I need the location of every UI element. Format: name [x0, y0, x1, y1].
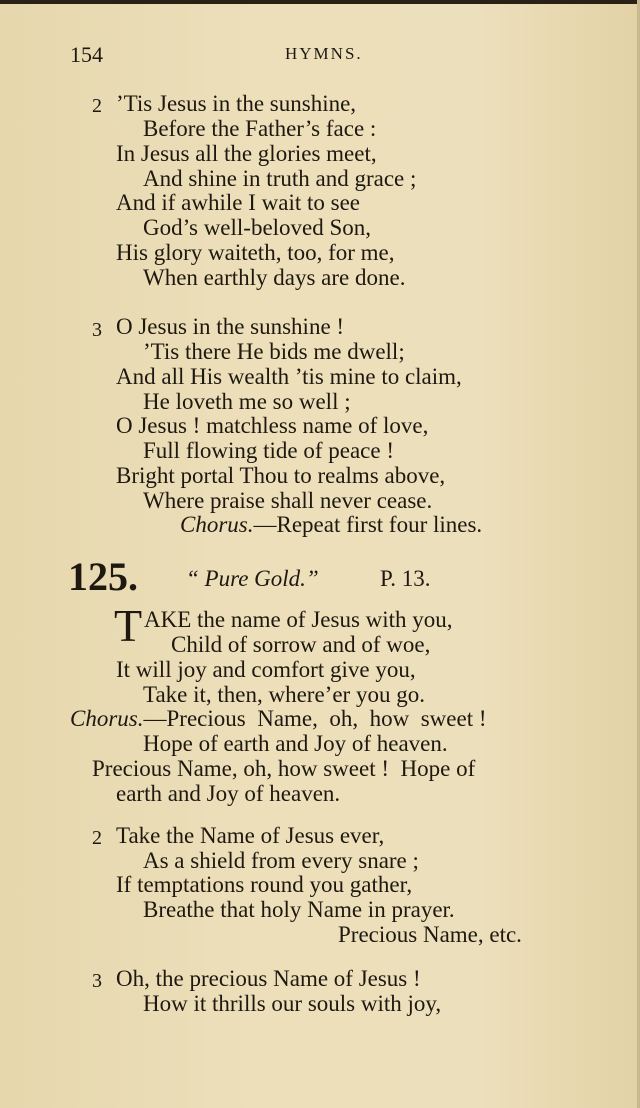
verse-line: God’s well-beloved Son,	[143, 215, 372, 240]
verse-line: Full flowing tide of peace !	[143, 438, 395, 463]
verse-line: And shine in truth and grace ;	[143, 166, 417, 191]
chorus-text: —Repeat first four lines.	[253, 512, 483, 537]
verse-number: 2	[92, 827, 102, 849]
verse-line: It will joy and comfort give you,	[116, 657, 416, 682]
page-top-edge	[0, 0, 640, 4]
page-number: 154	[70, 42, 103, 67]
running-title: HYMNS.	[285, 44, 363, 63]
verse-line: ’Tis there He bids me dwell;	[143, 339, 405, 364]
verse-line: Take the Name of Jesus ever,	[116, 823, 385, 848]
verse-line: Take it, then, where’er you go.	[143, 682, 425, 707]
verse-line: If temptations round you gather,	[116, 872, 413, 897]
chorus-line: Precious Name, oh, how sweet ! Hope of	[92, 756, 476, 781]
chorus-line: earth and Joy of heaven.	[116, 781, 341, 806]
verse-line: How it thrills our souls with joy,	[143, 991, 442, 1016]
hymn-number: 125.	[68, 554, 138, 599]
verse-line: ’Tis Jesus in the sunshine,	[116, 91, 357, 116]
verse-number: 3	[92, 970, 102, 992]
verse-line: His glory waiteth, too, for me,	[116, 240, 395, 265]
verse-number: 3	[92, 319, 102, 341]
verse-line: Breathe that holy Name in prayer.	[143, 897, 455, 922]
verse-line: O Jesus in the sunshine !	[116, 314, 345, 339]
verse-line: And all His wealth ’tis mine to claim,	[116, 364, 462, 389]
verse-line: As a shield from every snare ;	[143, 848, 419, 873]
verse-number: 2	[92, 95, 102, 117]
verse-line: AKE the name of Jesus with you,	[144, 607, 453, 632]
chorus-instruction	[180, 512, 482, 538]
verse-line: In Jesus all the glories meet,	[116, 141, 377, 166]
verse-line: He loveth me so well ;	[143, 389, 351, 414]
verse-line: Precious Name, etc.	[338, 922, 522, 947]
verse-line: And if awhile I wait to see	[116, 190, 360, 215]
chorus-line: Hope of earth and Joy of heaven.	[143, 731, 448, 756]
verse-line: When earthly days are done.	[143, 265, 406, 290]
verse-line: Where praise shall never cease.	[143, 488, 433, 513]
chorus-text: —Precious Name, oh, how sweet !	[143, 706, 487, 731]
hymn-reference: P. 13.	[380, 566, 431, 591]
verse-line: Child of sorrow and of woe,	[171, 632, 431, 657]
verse-line: Oh, the precious Name of Jesus !	[116, 966, 421, 991]
hymn-tune-name: “ Pure Gold.”	[186, 566, 319, 591]
drop-cap: T	[114, 600, 143, 651]
verse-line: Bright portal Thou to realms above,	[116, 463, 446, 488]
chorus-label: Chorus.	[180, 512, 254, 537]
verse-line: O Jesus ! matchless name of love,	[116, 413, 429, 438]
chorus-label: Chorus.	[70, 706, 144, 731]
chorus-line	[70, 706, 487, 732]
verse-line: Before the Father’s face :	[143, 116, 377, 141]
